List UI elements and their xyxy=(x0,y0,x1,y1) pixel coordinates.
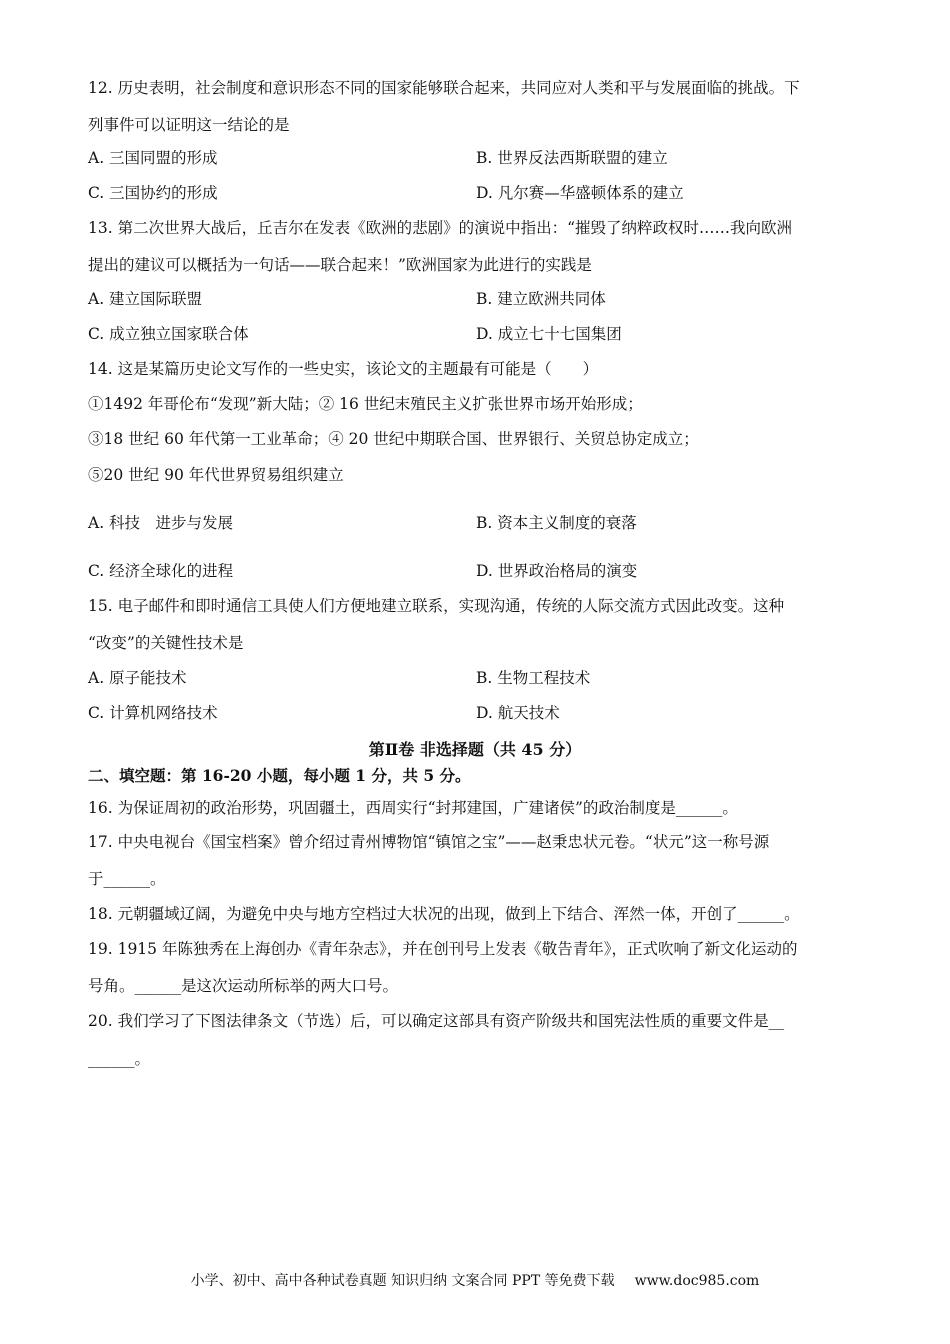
q14-stem: 14. 这是某篇历史论文写作的一些史实，该论文的主题最有可能是（ ） xyxy=(88,360,599,378)
q12-option-c: C. 三国协约的形成 xyxy=(88,184,218,202)
q13-option-d: D. 成立七十七国集团 xyxy=(476,325,622,343)
q16-text: 16. 为保证周初的政治形势，巩固疆土，西周实行“封邦建国，广建诸侯”的政治制度是______。 xyxy=(88,799,738,817)
q13-stem-line2: 提出的建议可以概括为一句话——联合起来！”欧洲国家为此进行的实践是 xyxy=(88,256,592,274)
q14-option-b: B. 资本主义制度的衰落 xyxy=(476,514,637,532)
q12-stem-line1: 12. 历史表明，社会制度和意识形态不同的国家能够联合起来，共同应对人类和平与发展面临的挑战。下 xyxy=(88,79,800,97)
q13-option-b: B. 建立欧洲共同体 xyxy=(476,290,606,308)
q14-option-d: D. 世界政治格局的演变 xyxy=(476,562,638,580)
section2-title: 第Ⅱ卷 非选择题（共 45 分） xyxy=(368,740,582,759)
q14-item-line1: ①1492 年哥伦布“发现”新大陆；② 16 世纪末殖民主义扩张世界市场开始形成； xyxy=(88,395,643,413)
q14-option-a: A. 科技 进步与发展 xyxy=(88,514,234,532)
footer-text: 小学、初中、高中各种试卷真题 知识归纳 文案合同 PPT 等免费下载 xyxy=(190,1273,615,1289)
q14-item-line3: ⑤20 世纪 90 年代世界贸易组织建立 xyxy=(88,466,344,484)
q15-stem-line2: “改变”的关键性技术是 xyxy=(88,634,244,652)
q15-stem-line1: 15. 电子邮件和即时通信工具使人们方便地建立联系，实现沟通，传统的人际交流方式因此改变。这种 xyxy=(88,597,785,615)
q15-option-c: C. 计算机网络技术 xyxy=(88,704,218,722)
q12-option-b: B. 世界反法西斯联盟的建立 xyxy=(476,149,668,167)
q12-stem-line2: 列事件可以证明这一结论的是 xyxy=(88,116,290,134)
q13-option-a: A. 建立国际联盟 xyxy=(88,290,203,308)
q20-line1: 20. 我们学习了下图法律条文（节选）后，可以确定这部具有资产阶级共和国宪法性质的重要文件是__ xyxy=(88,1012,785,1030)
part2-heading: 二、填空题：第 16-20 小题，每小题 1 分，共 5 分。 xyxy=(88,766,471,785)
q20-line2: ______。 xyxy=(88,1050,151,1068)
q17-line2: 于______。 xyxy=(88,870,166,888)
q19-line1: 19. 1915 年陈独秀在上海创办《青年杂志》，并在创刊号上发表《敬告青年》，正式吹响了新文化运动的 xyxy=(88,940,798,958)
q14-option-c: C. 经济全球化的进程 xyxy=(88,562,234,580)
q14-item-line2: ③18 世纪 60 年代第一工业革命；④ 20 世纪中期联合国、世界银行、关贸总协定成立； xyxy=(88,430,699,448)
q15-option-a: A. 原子能技术 xyxy=(88,669,187,687)
q17-line1: 17. 中央电视台《国宝档案》曾介绍过青州博物馆“镇馆之宝”——赵秉忠状元卷。“状元”这一称号源 xyxy=(88,833,770,851)
q13-option-c: C. 成立独立国家联合体 xyxy=(88,325,249,343)
q15-option-b: B. 生物工程技术 xyxy=(476,669,591,687)
q19-line2: 号角。______是这次运动所标举的两大口号。 xyxy=(88,977,399,995)
q12-option-a: A. 三国同盟的形成 xyxy=(88,149,218,167)
page-footer xyxy=(0,1270,950,1290)
footer-url[interactable]: www.doc985.com xyxy=(634,1273,760,1289)
q12-option-d: D. 凡尔赛—华盛顿体系的建立 xyxy=(476,184,684,202)
q13-stem-line1: 13. 第二次世界大战后，丘吉尔在发表《欧洲的悲剧》的演说中指出：“摧毁了纳粹政权时……我向欧洲 xyxy=(88,219,793,237)
q15-option-d: D. 航天技术 xyxy=(476,704,560,722)
q18-text: 18. 元朝疆域辽阔，为避免中央与地方空档过大状况的出现，做到上下结合、浑然一体，开创了______。 xyxy=(88,905,800,923)
